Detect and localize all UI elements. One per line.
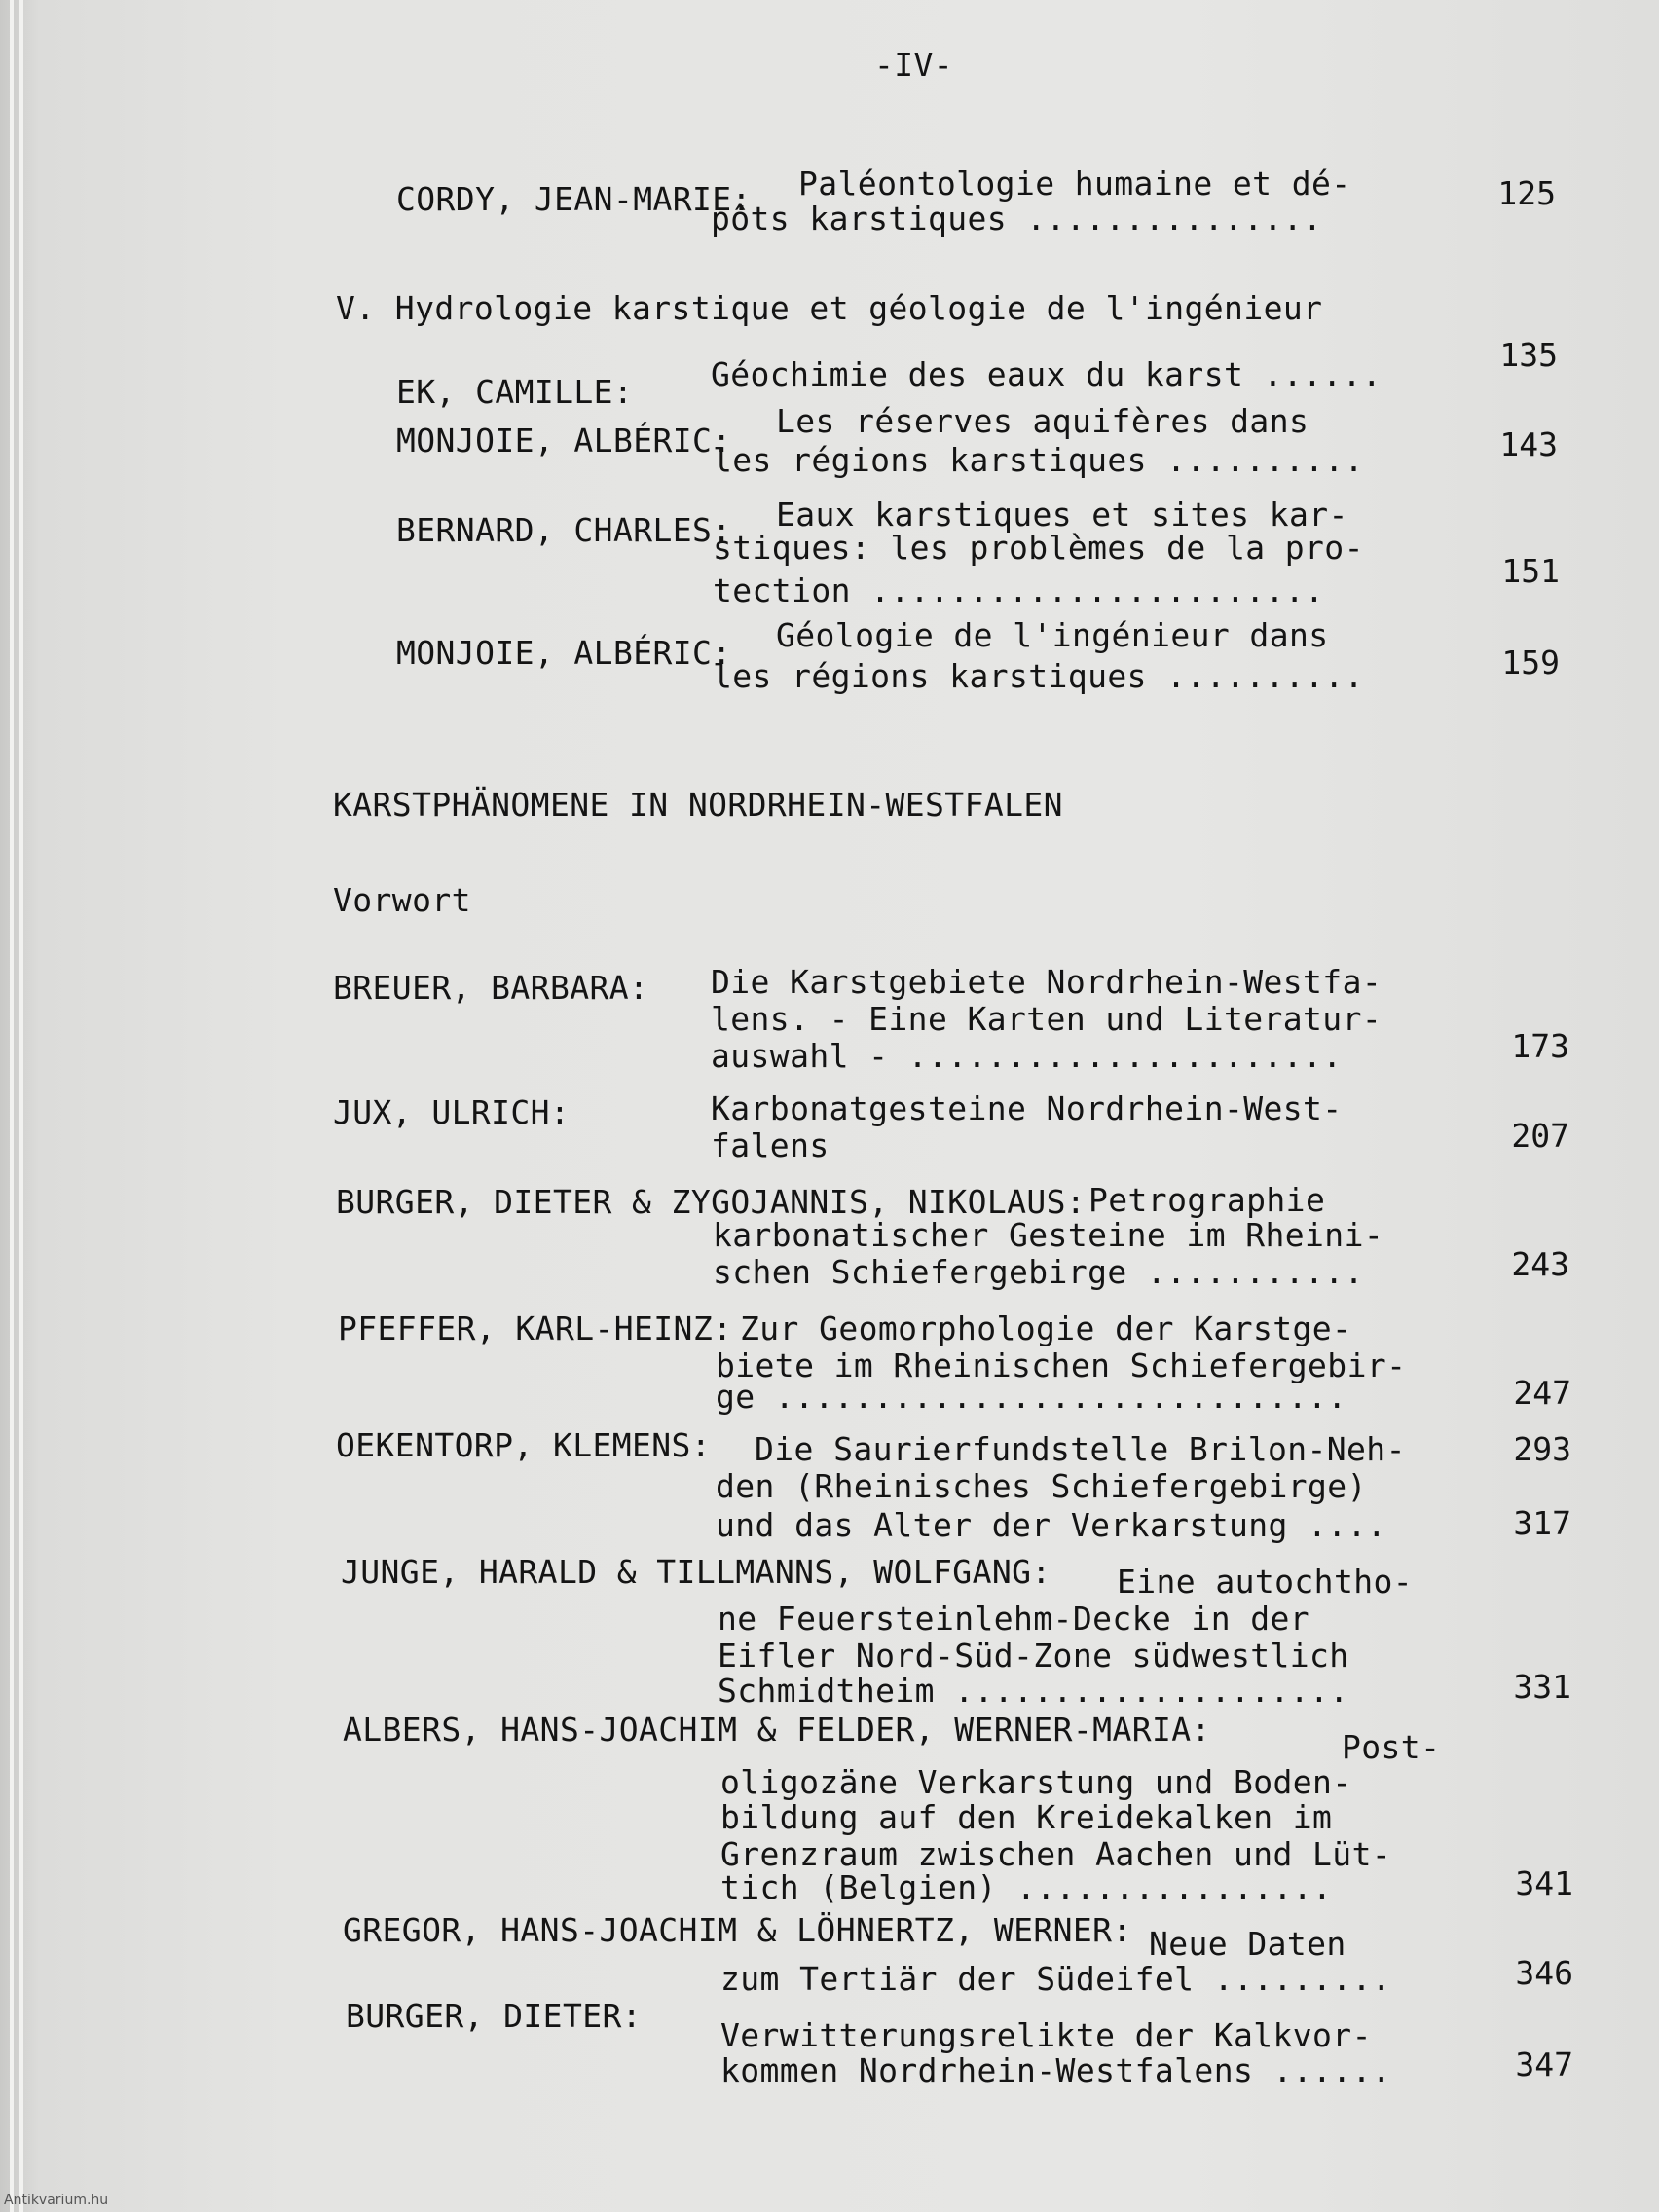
toc-title-line: Paléontologie humaine et dé- — [798, 165, 1351, 203]
toc-title-line: tection ....................... — [713, 571, 1325, 609]
toc-title-line: oligozäne Verkarstung und Boden- — [720, 1763, 1352, 1801]
toc-title-line: les régions karstiques .......... — [713, 441, 1364, 479]
toc-title-line: kommen Nordrhein-Westfalens ...... — [720, 2051, 1392, 2089]
toc-author: CORDY, JEAN-MARIE: — [396, 180, 752, 218]
toc-title-line: stiques: les problèmes de la pro- — [713, 529, 1364, 567]
page-edge — [19, 0, 23, 2212]
toc-page-number: 293 — [1513, 1430, 1571, 1468]
toc-title-line: Karbonatgesteine Nordrhein-West- — [711, 1089, 1343, 1127]
toc-author: EK, CAMILLE: — [396, 373, 634, 411]
toc-title-line: Eifler Nord-Süd-Zone südwestlich — [718, 1637, 1349, 1675]
toc-title-line: Die Saurierfundstelle Brilon-Neh- — [755, 1430, 1406, 1468]
toc-title-line: falens — [711, 1126, 830, 1164]
toc-title-line: auswahl - ...................... — [711, 1037, 1343, 1075]
toc-author: BURGER, DIETER & ZYGOJANNIS, NIKOLAUS: — [336, 1183, 1087, 1221]
toc-title-line: zum Tertiär der Südeifel ......... — [720, 1960, 1392, 1998]
toc-author: JUNGE, HARALD & TILLMANNS, WOLFGANG: — [341, 1553, 1051, 1591]
toc-title-line: Géologie de l'ingénieur dans — [776, 616, 1329, 654]
section-heading: KARSTPHÄNOMENE IN NORDRHEIN-WESTFALEN — [333, 786, 1063, 824]
toc-title-line: den (Rheinisches Schiefergebirge) — [716, 1467, 1367, 1505]
toc-page-number: 243 — [1511, 1245, 1569, 1283]
toc-title-line: Neue Daten — [1149, 1925, 1346, 1963]
toc-title-line: tich (Belgien) ................ — [720, 1868, 1333, 1906]
toc-page-number: 341 — [1515, 1864, 1573, 1902]
toc-title-line: und das Alter der Verkarstung .... — [716, 1506, 1387, 1544]
toc-title-line: Grenzraum zwischen Aachen und Lüt- — [720, 1835, 1392, 1873]
toc-title-line: lens. - Eine Karten und Literatur- — [711, 1000, 1382, 1038]
toc-page-number: 151 — [1501, 552, 1560, 590]
toc-author: BERNARD, CHARLES: — [396, 511, 732, 549]
toc-author: JUX, ULRICH: — [333, 1093, 571, 1131]
toc-title-line: pôts karstiques ............... — [711, 200, 1323, 238]
toc-title-line: schen Schiefergebirge ........... — [713, 1253, 1364, 1291]
toc-title-line: Géochimie des eaux du karst ...... — [711, 355, 1382, 393]
page-marker: -IV- — [874, 46, 954, 84]
toc-title-line: ge ............................. — [716, 1378, 1347, 1416]
toc-title-line: ne Feuersteinlehm-Decke in der — [718, 1600, 1310, 1638]
toc-author: GREGOR, HANS-JOACHIM & LÖHNERTZ, WERNER: — [343, 1911, 1132, 1949]
toc-page-number: 247 — [1513, 1374, 1571, 1412]
toc-title-line: biete im Rheinischen Schiefergebir- — [716, 1346, 1407, 1384]
toc-author: BREUER, BARBARA: — [333, 969, 649, 1007]
toc-page-number: 135 — [1499, 336, 1558, 374]
toc-title-line: Eaux karstiques et sites kar- — [776, 496, 1348, 534]
toc-title-line: Schmidtheim .................... — [718, 1672, 1349, 1710]
toc-title-line: Verwitterungsrelikte der Kalkvor- — [720, 2016, 1372, 2054]
page-edge — [10, 0, 14, 2212]
watermark: Antikvarium.hu — [4, 2193, 109, 2208]
section-heading: Vorwort — [333, 881, 471, 919]
toc-title-line: Zur Geomorphologie der Karstge- — [740, 1309, 1352, 1347]
toc-title-line: Petrographie — [1088, 1181, 1326, 1219]
toc-page-number: 207 — [1511, 1117, 1569, 1155]
toc-title-line: bildung auf den Kreidekalken im — [720, 1798, 1333, 1836]
toc-title-line: les régions karstiques .......... — [713, 657, 1364, 695]
toc-title-line: Post- — [1342, 1728, 1441, 1766]
toc-page-number: 331 — [1513, 1668, 1571, 1706]
toc-title-line: karbonatischer Gesteine im Rheini- — [713, 1216, 1384, 1254]
toc-author: MONJOIE, ALBÉRIC: — [396, 634, 732, 672]
toc-page-number: 159 — [1501, 644, 1560, 682]
toc-author: MONJOIE, ALBÉRIC: — [396, 422, 732, 460]
toc-page-number: 173 — [1511, 1027, 1569, 1065]
toc-page-number: 346 — [1515, 1954, 1573, 1992]
toc-title-line: Les réserves aquifères dans — [776, 402, 1309, 440]
toc-author: BURGER, DIETER: — [346, 1997, 643, 2035]
toc-page-number: 143 — [1499, 425, 1558, 463]
toc-title-line: Eine autochtho- — [1117, 1563, 1414, 1601]
toc-author: OEKENTORP, KLEMENS: — [336, 1426, 712, 1464]
toc-author: ALBERS, HANS-JOACHIM & FELDER, WERNER-MARIA: — [343, 1711, 1211, 1749]
toc-page-number: 317 — [1513, 1504, 1571, 1542]
toc-author: PFEFFER, KARL-HEINZ: — [338, 1309, 733, 1347]
toc-title-line: Die Karstgebiete Nordrhein-Westfa- — [711, 963, 1382, 1001]
toc-page-number: 347 — [1515, 2046, 1573, 2083]
section-heading: V. Hydrologie karstique et géologie de l'ingénieur — [336, 289, 1323, 327]
toc-page-number: 125 — [1497, 174, 1556, 212]
